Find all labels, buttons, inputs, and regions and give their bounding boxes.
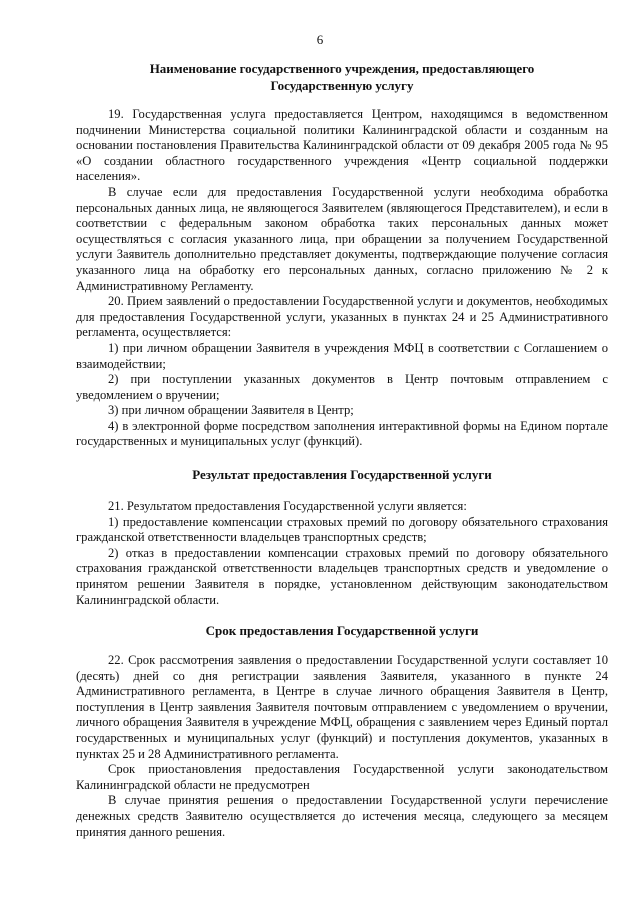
section-heading-term	[76, 622, 608, 639]
list-item-2: 2) при поступлении указанных документов в Центр почтовым отправлением с уведомлением о вручении;	[76, 372, 608, 402]
result-item-1: 1) предоставление компенсации страховых премий по договору обязательного страхования гражданской ответственности владельцев транспортных средств;	[76, 514, 608, 545]
section-heading-text: Результат предоставления Государственной услуги	[192, 467, 492, 482]
list-item-4: 4) в электронной форме посредством заполнения интерактивной формы на Едином портале государственных и муниципальных услуг (функций).	[76, 418, 608, 449]
paragraph-22: 22. Срок рассмотрения заявления о предоставлении Государственной услуги составляет 10 (десять) дней со дня регистрации заявления Заявителя, указанного в пункте 24 Административного регламента, в Центре в случае личного обращения Заявителя в Центр, поступления в Центр заявления Заявителя почтовым отправлением с уведомлением о вручении, личного обращения Заявителя в учреждение МФЦ, обращения с заявлением через Единый портал государственных и муниципальных услуг (функций) и поступления документов, указанных в пунктах 25 и 28 Административного регламента.	[76, 653, 608, 761]
paragraph-20: 20. Прием заявлений о предоставлении Государственной услуги и документов, необходимых для предоставления Государственной услуги, указанных в пунктах 24 и 25 Административного регламента, осуществляется:	[76, 294, 608, 340]
section-body-result	[76, 499, 608, 608]
section-body-institution	[76, 107, 608, 450]
result-item-2: 2) отказ в предоставлении компенсации страховых премий по договору обязательного страхования гражданской ответственности владельцев транспортных средств и уведомление о принятом решении Заявителя в порядке, установленном действующим законодательством Калининградской области.	[76, 545, 608, 607]
list-item-1: 1) при личном обращении Заявителя в учреждения МФЦ в соответствии с Соглашением о взаимодействии;	[76, 340, 608, 371]
section-heading-result	[76, 466, 608, 483]
section-heading-line-2: Государственную услугу	[270, 78, 414, 93]
page-number: 6	[316, 32, 324, 47]
paragraph-19: 19. Государственная услуга предоставляется Центром, находящимся в ведомственном подчинении Министерства социальной политики Калининградской области и созданным на основании постановления Правительства Калининградской области от 09 декабря 2005 года № 95 «О создании областного государственного учреждения «Центр социальной поддержки населения».	[76, 107, 608, 184]
section-body-term	[76, 653, 608, 840]
section-heading-line-1: Наименование государственного учреждения, предоставляющего	[149, 61, 535, 76]
paragraph-payment: В случае принятия решения о предоставлении Государственной услуги перечисление денежных средств Заявителю осуществляется до истечения месяца, следующего за месяцем принятия данного решения.	[76, 793, 608, 839]
section-heading-institution	[76, 60, 608, 94]
section-heading-text: Срок предоставления Государственной услуги	[205, 623, 479, 638]
paragraph-suspension: Срок приостановления предоставления Государственной услуги законодательством Калининградской области не предусмотрен	[76, 762, 608, 792]
paragraph-personal-data: В случае если для предоставления Государственной услуги необходима обработка персональных данных лица, не являющегося Заявителем (являющегося Представителем), и если в соответствии с федеральным законом обработка таких персональных данных может осуществляться с согласия указанного лица, при обращении за получением Государственной услуги Заявитель дополнительно представляет документы, подтверждающие получение согласия указанного лица на обработку его персональных данных, согласно приложению № 2 к Административному Регламенту.	[76, 184, 608, 293]
paragraph-21: 21. Результатом предоставления Государственной услуги является:	[108, 499, 467, 513]
list-item-3: 3) при личном обращении Заявителя в Центр;	[108, 403, 354, 418]
